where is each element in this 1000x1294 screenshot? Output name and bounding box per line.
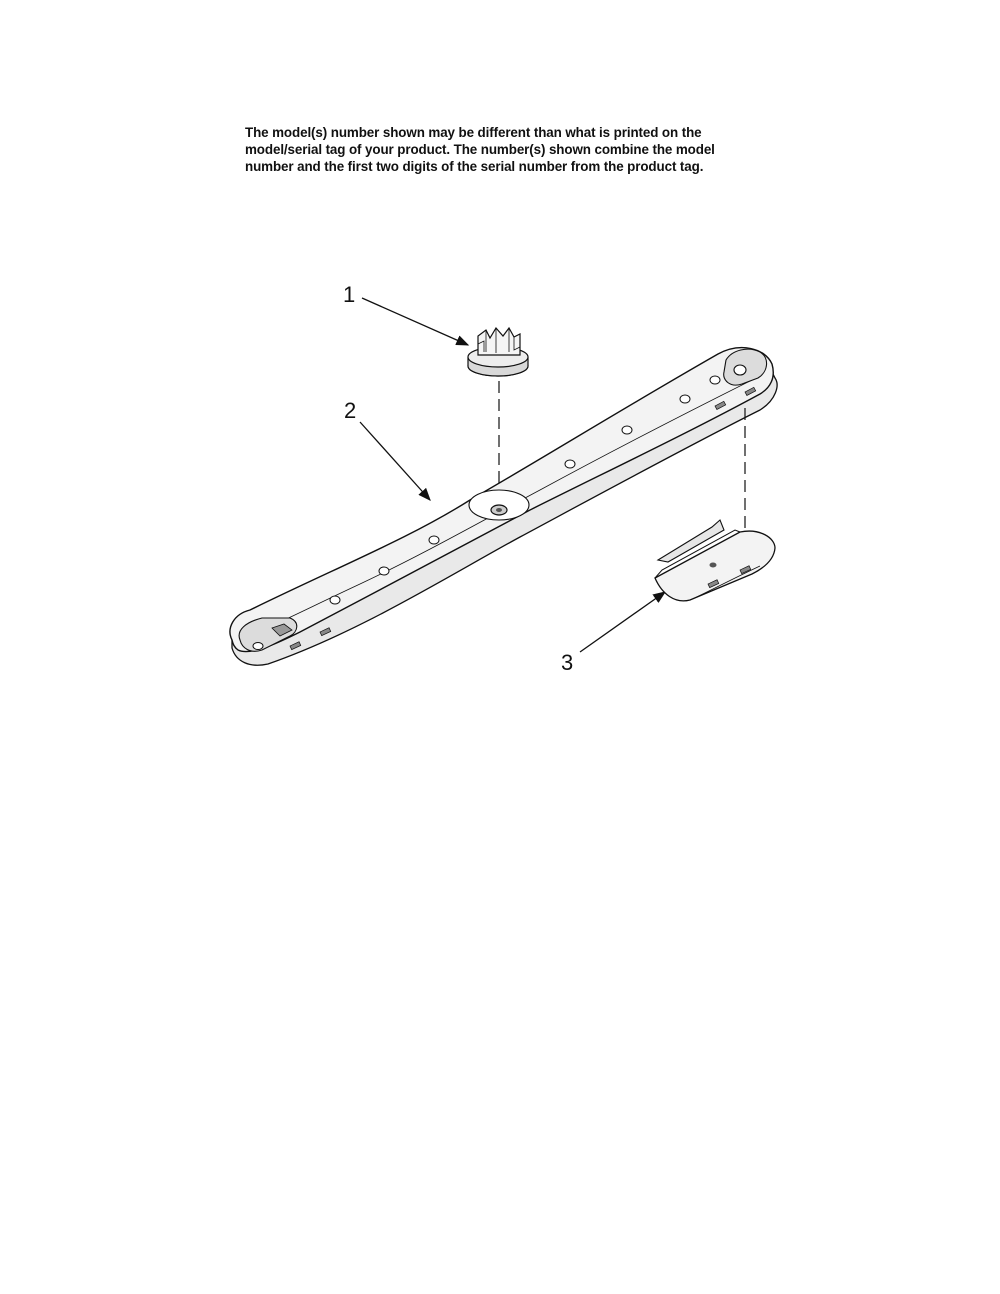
disclaimer-line-3: number and the first two digits of the serial number from the product tag.	[245, 159, 704, 174]
deflector-part	[655, 520, 775, 601]
callout-3-label: 3	[561, 650, 574, 675]
spray-arm-part	[230, 348, 777, 666]
disclaimer-line-2: model/serial tag of your product. The number(s) shown combine the model	[245, 142, 715, 157]
disclaimer-line-1: The model(s) number shown may be different than what is printed on the	[245, 125, 702, 140]
callout-2-leader	[360, 422, 430, 500]
callout-1-leader	[362, 298, 468, 345]
callout-2	[344, 398, 430, 500]
callout-2-label: 2	[344, 398, 357, 423]
callout-3-leader	[580, 592, 665, 652]
hub-nut-part	[468, 328, 528, 376]
callout-1-label: 1	[343, 282, 356, 307]
callout-1	[343, 282, 468, 345]
callout-3	[561, 592, 665, 675]
